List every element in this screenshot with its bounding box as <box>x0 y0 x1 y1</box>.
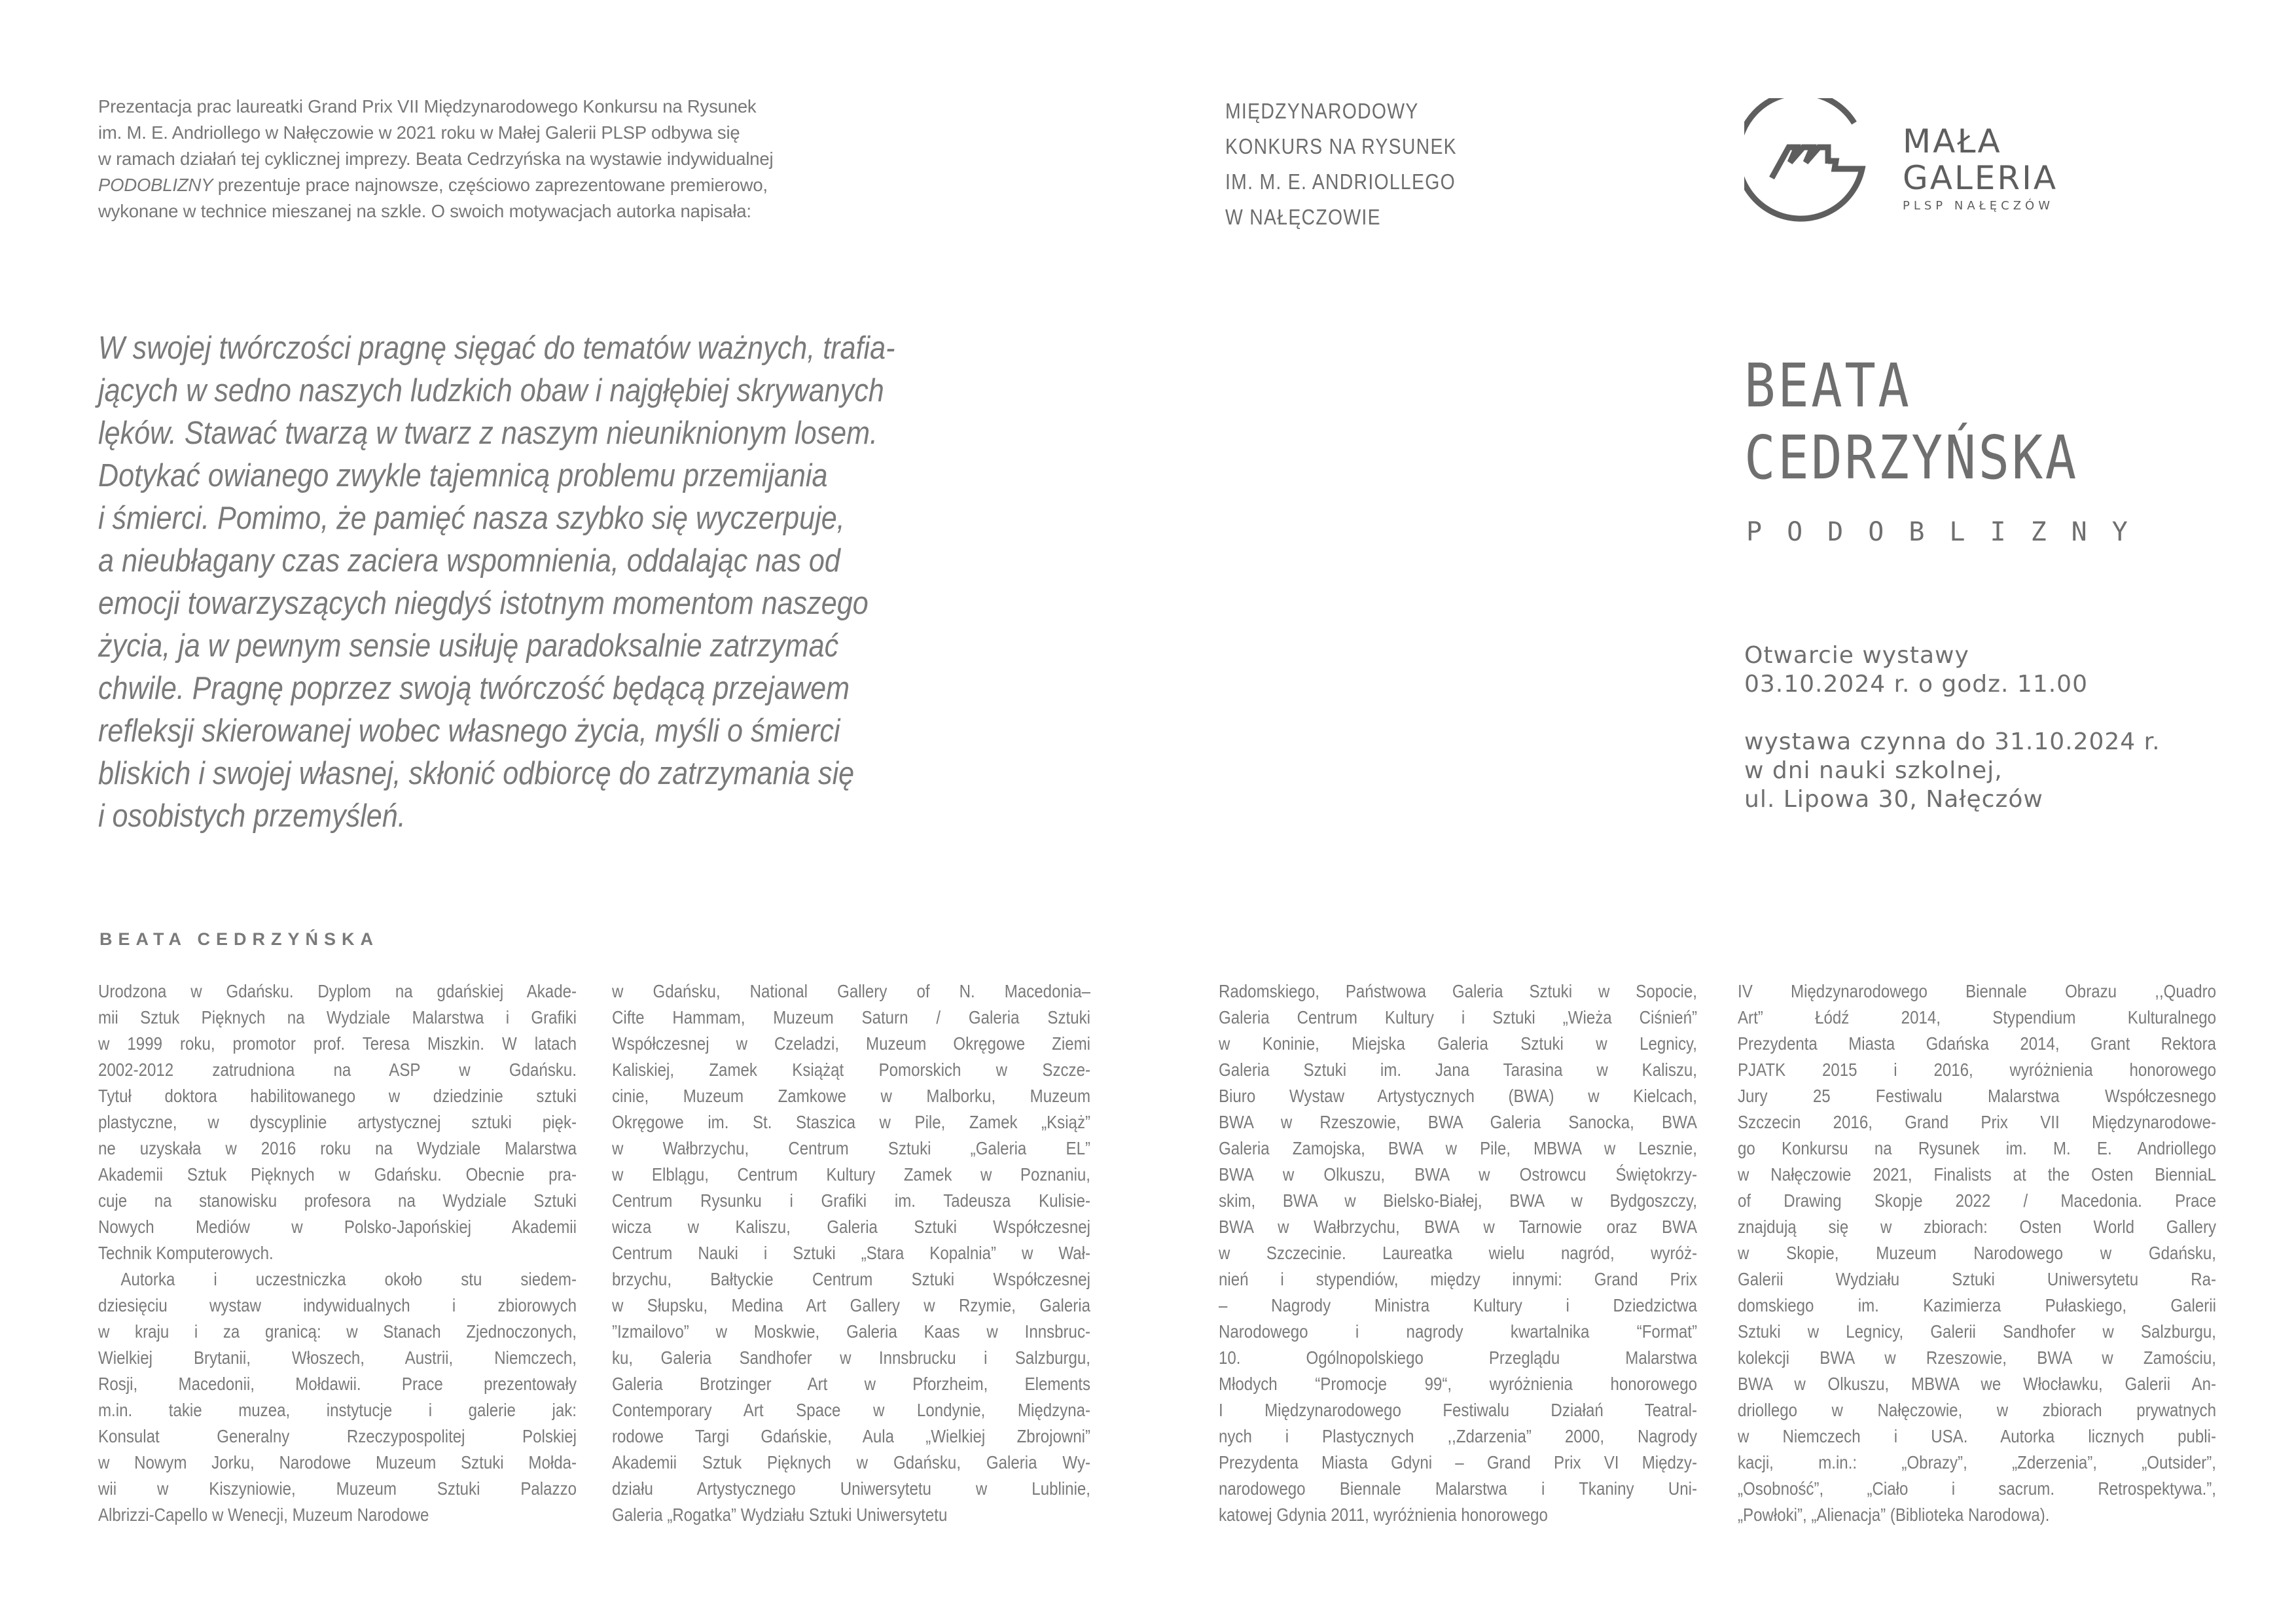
bio-line: ”Izmailovo” w Moskwie, Galeria Kaas w Innsbruc- <box>612 1321 1090 1342</box>
bio-column-3 <box>1219 978 1696 1528</box>
bio-line: IV Międzynarodowego Biennale Obrazu ,,Quadro <box>1738 981 2216 1001</box>
gallery-logo-icon <box>1744 98 1888 236</box>
bio-line: w Szczecinie. Laureatka wielu nagród, wyróż- <box>1219 1243 1697 1263</box>
bio-line: domskiego im. Kazimierza Pułaskiego, Galerii <box>1738 1295 2216 1315</box>
bio-line: Sztuki w Legnicy, Galerii Sandhofer w Salzburgu, <box>1738 1321 2216 1342</box>
bio-line: plastyczne, w dyscyplinie artystycznej sztuki pięk- <box>98 1112 577 1132</box>
contest-title-line: MIĘDZYNARODOWY <box>1225 99 1419 123</box>
intro-paragraph <box>98 94 893 224</box>
bio-line: go Konkursu na Rysunek im. M. E. Andriollego <box>1738 1138 2216 1158</box>
bio-line: Okręgowe im. St. Staszica w Pile, Zamek „Książ” <box>612 1112 1090 1132</box>
contest-title-line: IM. M. E. ANDRIOLLEGO <box>1225 169 1456 194</box>
bio-line: działu Artystycznego Uniwersytetu w Lublinie, <box>612 1478 1090 1499</box>
quote-line: refleksji skierowanej wobec własnego życia, myśli o śmierci <box>98 713 840 749</box>
bio-line: m.in. takie muzea, instytucje i galerie jak: <box>98 1400 577 1420</box>
bio-line: w Gdańsku, National Gallery of N. Macedonia– <box>612 981 1090 1001</box>
bio-line: w Elblągu, Centrum Kultury Zamek w Poznaniu, <box>612 1164 1090 1185</box>
bio-heading: BEATA CEDRZYŃSKA <box>99 929 379 949</box>
intro-line: wykonane w technice mieszanej na szkle. O swoich motywacjach autorka napisała: <box>98 201 751 221</box>
logo-line-3: PLSP NAŁĘCZÓW <box>1903 199 2054 213</box>
exhibition-info <box>1744 641 2161 814</box>
mala-galeria-logo <box>1744 98 2058 236</box>
bio-line: – Nagrody Ministra Kultury i Dziedzictwa <box>1219 1295 1697 1315</box>
bio-column-4 <box>1738 978 2215 1528</box>
bio-line: Technik Komputerowych. <box>98 1243 274 1263</box>
bio-line: Akademii Sztuk Pięknych w Gdańsku. Obecnie pra- <box>98 1164 577 1185</box>
quote-line: W swojej twórczości pragnę sięgać do tematów ważnych, trafia- <box>98 330 895 366</box>
bio-line: Radomskiego, Państwowa Galeria Sztuki w Sopocie, <box>1219 981 1697 1001</box>
contest-title-line: W NAŁĘCZOWIE <box>1225 205 1381 229</box>
bio-line: kacji, m.in.: „Obrazy”, „Zderzenia”, „Outsider”, <box>1738 1452 2216 1472</box>
bio-line: Cifte Hammam, Muzeum Saturn / Galeria Sztuki <box>612 1007 1090 1027</box>
bio-line: w Koninie, Miejska Galeria Sztuki w Legnicy, <box>1219 1033 1697 1054</box>
bio-line: mii Sztuk Pięknych na Wydziale Malarstwa i Grafiki <box>98 1007 577 1027</box>
intro-line <box>98 172 893 198</box>
opening-label: Otwarcie wystawy <box>1744 642 1969 669</box>
logo-wordmark <box>1903 123 2058 213</box>
bio-line: skim, BWA w Bielsko-Białej, BWA w Bydgoszczy, <box>1219 1190 1697 1211</box>
bio-line: PJATK 2015 i 2016, wyróżnienia honorowego <box>1738 1060 2216 1080</box>
bio-line: brzychu, Bałtyckie Centrum Sztuki Współczesnej <box>612 1269 1090 1289</box>
bio-line: I Międzynarodowego Festiwalu Działań Teatral- <box>1219 1400 1697 1420</box>
quote-line: jących w sedno naszych ludzkich obaw i najgłębiej skrywanych <box>98 373 884 408</box>
open-until: wystawa czynna do 31.10.2024 r. <box>1744 728 2161 755</box>
bio-line: Galerii Wydziału Sztuki Uniwersytetu Ra- <box>1738 1269 2216 1289</box>
bio-line: znajdują się w zbiorach: Osten World Gallery <box>1738 1217 2216 1237</box>
quote-line: chwile. Pragnę poprzez swoją twórczość będącą przejawem <box>98 671 850 706</box>
contest-title <box>1225 94 1457 235</box>
bio-line: w kraju i za granicą: w Stanach Zjednoczonych, <box>98 1321 577 1342</box>
artist-quote <box>98 327 985 838</box>
bio-line: Galeria Zamojska, BWA w Pile, MBWA w Lesznie, <box>1219 1138 1697 1158</box>
opening-date: 03.10.2024 r. o godz. 11.00 <box>1744 671 2088 698</box>
bio-line: Jury 25 Festiwalu Malarstwa Współczesnego <box>1738 1086 2216 1106</box>
bio-line: Urodzona w Gdańsku. Dyplom na gdańskiej Akade- <box>98 981 577 1001</box>
bio-line: rodowe Targi Gdańskie, Aula „Wielkiej Zbrojowni” <box>612 1426 1090 1446</box>
bio-line: w Słupsku, Medina Art Gallery w Rzymie, Galeria <box>612 1295 1090 1315</box>
quote-line: i śmierci. Pomimo, że pamięć nasza szybko się wyczerpuje, <box>98 501 845 536</box>
bio-line: cinie, Muzeum Zamkowe w Malborku, Muzeum <box>612 1086 1090 1106</box>
bio-line: Akademii Sztuk Pięknych w Gdańsku, Galeria Wy- <box>612 1452 1090 1472</box>
bio-line: w Skopie, Muzeum Narodowego w Gdańsku, <box>1738 1243 2216 1263</box>
bio-line: Kaliskiej, Zamek Książąt Pomorskich w Szcze- <box>612 1060 1090 1080</box>
intro-line: im. M. E. Andriollego w Nałęczowie w 2021 roku w Małej Galerii PLSP odbywa się <box>98 122 740 143</box>
quote-line: bliskich i swojej własnej, skłonić odbiorcę do zatrzymania się <box>98 756 855 791</box>
bio-line: Konsulat Generalny Rzeczypospolitej Polskiej <box>98 1426 577 1446</box>
bio-line: cuje na stanowisku profesora na Wydziale Sztuki <box>98 1190 577 1211</box>
exhibition-title: PODOBLIZNY <box>1746 517 2153 547</box>
bio-line: w Nałęczowie 2021, Finalists at the Osten BienniaL <box>1738 1164 2216 1185</box>
quote-line: lęków. Stawać twarzą w twarz z naszym nieuniknionym losem. <box>98 416 878 451</box>
logo-line-1: MAŁA <box>1903 122 2002 160</box>
logo-line-2: GALERIA <box>1903 159 2058 197</box>
bio-line: Galeria Centrum Kultury i Sztuki „Wieża Ciśnień” <box>1219 1007 1697 1027</box>
bio-line: w Niemczech i USA. Autorka licznych publi- <box>1738 1426 2216 1446</box>
bio-line: nień i stypendiów, między innymi: Grand Prix <box>1219 1269 1697 1289</box>
bio-line: of Drawing Skopje 2022 / Macedonia. Prace <box>1738 1190 2216 1211</box>
bio-line: dziesięciu wystaw indywidualnych i zbiorowych <box>98 1295 577 1315</box>
artist-first-name: BEATA <box>1744 351 1912 421</box>
bio-line: Rosji, Macedonii, Mołdawii. Prace prezentowały <box>98 1374 577 1394</box>
bio-line: narodowego Biennale Malarstwa i Tkaniny Uni- <box>1219 1478 1697 1499</box>
bio-line: 2002-2012 zatrudniona na ASP w Gdańsku. <box>98 1060 577 1080</box>
bio-line: Galeria Sztuki im. Jana Tarasina w Kaliszu, <box>1219 1060 1697 1080</box>
bio-line: wii w Kiszyniowie, Muzeum Sztuki Palazzo <box>98 1478 577 1499</box>
bio-line: BWA w Wałbrzychu, BWA w Tarnowie oraz BWA <box>1219 1217 1697 1237</box>
bio-line: BWA w Rzeszowie, BWA Galeria Sanocka, BWA <box>1219 1112 1697 1132</box>
bio-line: Centrum Nauki i Sztuki „Stara Kopalnia” w Wał- <box>612 1243 1090 1263</box>
bio-line: w 1999 roku, promotor prof. Teresa Miszkin. W latach <box>98 1033 577 1054</box>
artist-name <box>1744 350 2079 494</box>
bio-line: Prezydenta Miasta Gdyni – Grand Prix VI Między- <box>1219 1452 1697 1472</box>
bio-line: Galeria Brotzinger Art w Pforzheim, Elements <box>612 1374 1090 1394</box>
bio-line: Galeria „Rogatka” Wydziału Sztuki Uniwersytetu <box>612 1505 948 1525</box>
artist-last-name: CEDRZYŃSKA <box>1744 423 2079 493</box>
bio-line: ku, Galeria Sandhofer w Innsbrucku i Salzburgu, <box>612 1347 1090 1368</box>
quote-line: i osobistych przemyśleń. <box>98 798 406 834</box>
bio-column-1 <box>98 978 576 1528</box>
bio-line: Współczesnej w Czeladzi, Muzeum Okręgowe Ziemi <box>612 1033 1090 1054</box>
bio-line: Nowych Mediów w Polsko-Japońskiej Akademii <box>98 1217 577 1237</box>
exhibition-title-italic: PODOBLIZNY <box>98 175 213 195</box>
bio-line: Art” Łódź 2014, Stypendium Kulturalnego <box>1738 1007 2216 1027</box>
bio-line: katowej Gdynia 2011, wyróżnienia honorowego <box>1219 1505 1548 1525</box>
intro-line-rest: prezentuje prace najnowsze, częściowo zaprezentowane premierowo, <box>213 175 768 195</box>
bio-line: kolekcji BWA w Rzeszowie, BWA w Zamościu, <box>1738 1347 2216 1368</box>
quote-line: emocji towarzyszących niegdyś istotnym momentom naszego <box>98 586 869 621</box>
bio-line: Centrum Rysunku i Grafiki im. Tadeusza Kulisie- <box>612 1190 1090 1211</box>
quote-line: Dotykać owianego zwykle tajemnicą problemu przemijania <box>98 458 828 493</box>
bio-line: Biuro Wystaw Artystycznych (BWA) w Kielcach, <box>1219 1086 1697 1106</box>
bio-line: w Nowym Jorku, Narodowe Muzeum Sztuki Mołda- <box>98 1452 577 1472</box>
bio-line: „Powłoki”, „Alienacja” (Biblioteka Narodowa). <box>1738 1505 2050 1525</box>
open-days: w dni nauki szkolnej, <box>1744 757 2003 784</box>
bio-line: Contemporary Art Space w Londynie, Międzyna- <box>612 1400 1090 1420</box>
bio-line: Tytuł doktora habilitowanego w dziedzinie sztuki <box>98 1086 577 1106</box>
bio-line: Albrizzi-Capello w Wenecji, Muzeum Narodowe <box>98 1505 429 1525</box>
bio-line: Narodowego i nagrody kwartalnika “Format” <box>1219 1321 1697 1342</box>
bio-line: Młodych “Promocje 99“, wyróżnienia honorowego <box>1219 1374 1697 1394</box>
bio-column-2 <box>612 978 1090 1528</box>
intro-line: w ramach działań tej cyklicznej imprezy. Beata Cedrzyńska na wystawie indywidualnej <box>98 149 774 169</box>
bio-line: BWA w Olkuszu, BWA w Ostrowcu Świętokrzy- <box>1219 1164 1697 1185</box>
intro-line: Prezentacja prac laureatki Grand Prix VII Międzynarodowego Konkursu na Rysunek <box>98 96 757 116</box>
bio-line: „Osobność”, „Ciało i sacrum. Retrospektywa.”, <box>1738 1478 2216 1499</box>
quote-line: życia, ja w pewnym sensie usiłuję paradoksalnie zatrzymać <box>98 628 839 664</box>
contest-title-line: KONKURS NA RYSUNEK <box>1225 134 1457 158</box>
bio-line: nych i Plastycznych ,,Zdarzenia” 2000, Nagrody <box>1219 1426 1697 1446</box>
bio-line: Prezydenta Miasta Gdańska 2014, Grant Rektora <box>1738 1033 2216 1054</box>
bio-line: Szczecin 2016, Grand Prix VII Międzynarodowe- <box>1738 1112 2216 1132</box>
address: ul. Lipowa 30, Nałęczów <box>1744 786 2043 813</box>
bio-line: 10. Ogólnopolskiego Przeglądu Malarstwa <box>1219 1347 1697 1368</box>
quote-line: a nieubłagany czas zaciera wspomnienia, oddalając nas od <box>98 543 840 579</box>
bio-line: wicza w Kaliszu, Galeria Sztuki Współczesnej <box>612 1217 1090 1237</box>
bio-line: BWA w Olkuszu, MBWA we Włocławku, Galerii An- <box>1738 1374 2216 1394</box>
bio-line: driollego w Nałęczowie, w zbiorach prywatnych <box>1738 1400 2216 1420</box>
bio-line: w Wałbrzychu, Centrum Sztuki „Galeria EL” <box>612 1138 1090 1158</box>
bio-line: ne uzyskała w 2016 roku na Wydziale Malarstwa <box>98 1138 577 1158</box>
bio-line: Wielkiej Brytanii, Włoszech, Austrii, Niemczech, <box>98 1347 577 1368</box>
bio-line: Autorka i uczestniczka około stu siedem- <box>120 1269 577 1289</box>
